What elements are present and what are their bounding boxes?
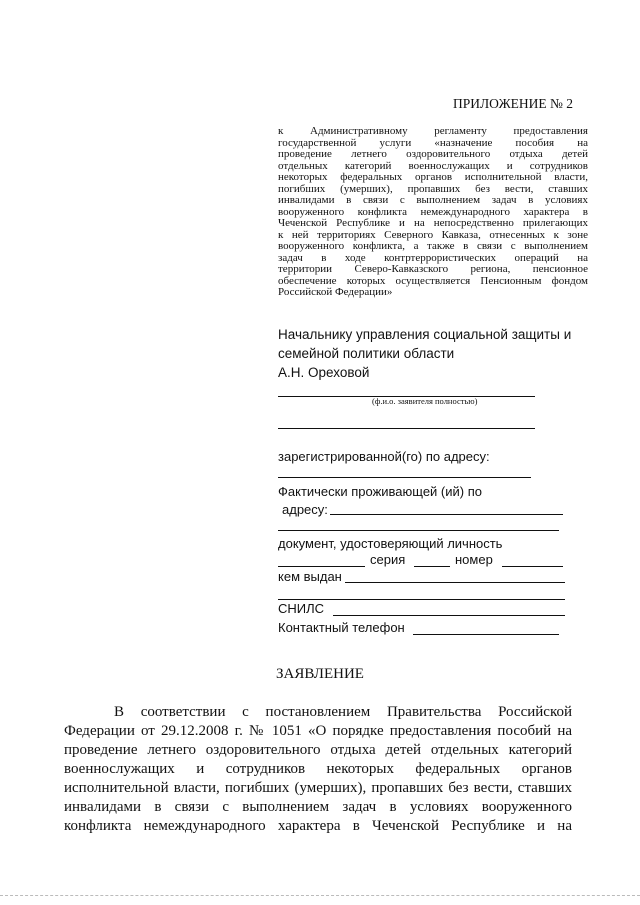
preamble-line: проведение летнего оздоровительного отдыха детей [278, 148, 588, 160]
fio-hint: (ф.и.о. заявителя полностью) [372, 396, 478, 406]
preamble-line: инвалидами в связи с выполнением задач в условиях [278, 194, 588, 206]
appendix-title: ПРИЛОЖЕНИЕ № 2 [453, 96, 574, 111]
series-line[interactable] [414, 566, 450, 567]
phone-line[interactable] [413, 634, 559, 635]
issued-by-label: кем выдан [278, 569, 342, 584]
number-label: номер [455, 552, 493, 567]
body-line: Федерации от 29.12.2008 г. № 1051 «О порядке предоставления пособий на [64, 723, 572, 739]
preamble-line: вооруженного конфликта, а также в связи с выполнением [278, 240, 588, 252]
body-line: конфликта немеждународного характера в Чеченской Республике и на [64, 818, 572, 834]
preamble-line: некоторых федеральных органов исполнительной власти, [278, 171, 588, 183]
preamble-line: задач в ходе контртеррористических операций на [278, 251, 588, 264]
actual-address-label: Фактически проживающей (ий) по [278, 484, 482, 499]
preamble-line: погибших (умерших), пропавших без вести, ставших [278, 182, 588, 195]
body-line: проведение летнего оздоровительного отдыха детей отдельных категорий [64, 742, 572, 758]
issued-by-line-2[interactable] [278, 599, 565, 600]
id-document-label: документ, удостоверяющий личность [278, 536, 503, 551]
actual-address-label-2: адресу: [282, 502, 328, 517]
registered-address-line[interactable] [278, 477, 531, 478]
snils-label: СНИЛС [278, 601, 325, 616]
snils-line[interactable] [333, 615, 565, 616]
recipient-name: А.Н. Ореховой [278, 365, 370, 380]
preamble-line: территории Северо-Кавказского региона, пенсионное [278, 263, 588, 275]
registered-address-label: зарегистрированной(го) по адресу: [278, 449, 490, 464]
number-line[interactable] [502, 566, 563, 567]
preamble-line: Российской Федерации» [278, 286, 393, 298]
recipient-line: семейной политики области [278, 346, 455, 361]
actual-address-line[interactable] [330, 514, 563, 515]
series-label: серия [370, 552, 406, 567]
body-line: В соответствии с постановлением Правительства Российской [114, 704, 572, 720]
body-line: инвалидами в связи с выполнением задач в условиях вооруженного [64, 799, 572, 815]
preamble-line: государственной услуги «назначение пособия на [278, 136, 588, 149]
fio-line-2[interactable] [278, 428, 535, 429]
body-line: военнослужащих и сотрудников некоторых федеральных органов [64, 761, 572, 777]
preamble-line: к Административному регламенту предоставления [278, 125, 588, 137]
preamble-line: отдельных категорий военнослужащих и сотрудников [278, 159, 588, 172]
issued-by-line[interactable] [345, 582, 565, 583]
body-line: исполнительной власти, погибших (умерших), пропавших без вести, ставших [64, 780, 572, 796]
actual-address-line-2[interactable] [278, 530, 559, 531]
phone-label: Контактный телефон [278, 620, 405, 635]
statement-heading: ЗАЯВЛЕНИЕ [276, 666, 364, 682]
preamble-line: вооруженного конфликта немеждународного характера в [278, 205, 588, 218]
preamble-line: обеспечение которых осуществляется Пенсионным фондом [278, 274, 588, 287]
recipient-line: Начальнику управления социальной защиты и [278, 327, 572, 342]
scan-edge-noise [0, 895, 640, 896]
id-document-type-line[interactable] [278, 566, 365, 567]
preamble-line: к ней территориях Северного Кавказа, отнесенных к зоне [278, 228, 588, 241]
preamble-line: Чеченской Республике и на непосредственно прилегающих [278, 217, 588, 229]
